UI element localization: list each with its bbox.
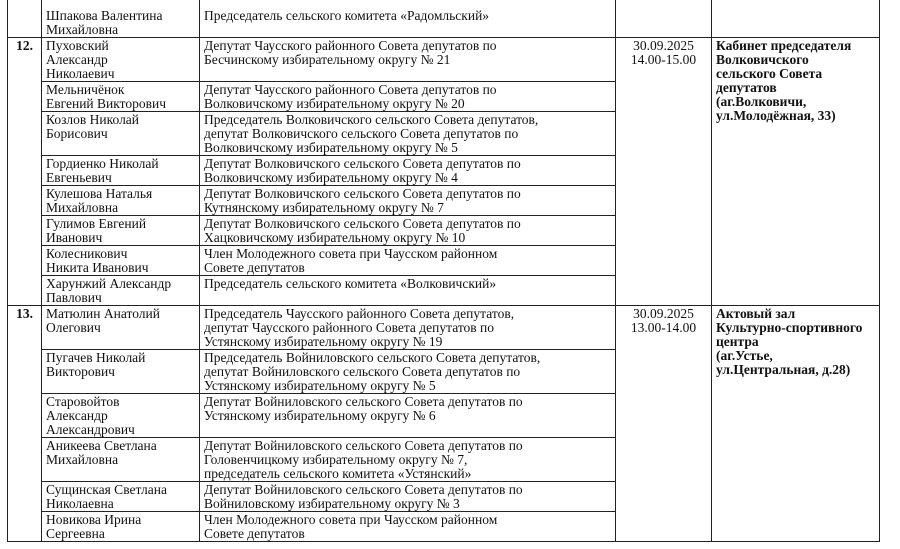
deputy-position-line: Член Молодежного совета при Чаусском районном xyxy=(204,246,498,261)
deputy-name-line: Михайловна xyxy=(46,452,119,467)
deputy-position-line: Депутат Войниловского сельского Совета депутатов по xyxy=(204,438,523,453)
deputy-name-line: Михайловна xyxy=(46,22,119,37)
deputy-position-line: Депутат Волковичского сельского Совета депутатов по xyxy=(204,186,521,201)
deputy-name-line: Сущинская Светлана xyxy=(46,482,167,497)
deputy-position xyxy=(200,350,616,394)
deputy-name-line: Николаевич xyxy=(46,66,115,81)
deputy-position xyxy=(200,246,616,276)
deputy-name xyxy=(42,38,200,82)
deputy-position-line: Председатель сельского комитета «Радомльский» xyxy=(204,8,490,23)
reception-place-line: Культурно-спортивного xyxy=(716,320,863,335)
reception-place xyxy=(712,0,880,38)
deputy-position-line: Депутат Войниловского сельского Совета депутатов по xyxy=(204,394,523,409)
deputy-position-line: Хацковичскому избирательному округу № 10 xyxy=(204,230,466,245)
deputy-name-line: Гордиенко Николай xyxy=(46,156,159,171)
deputy-name-line: Олегович xyxy=(46,320,101,335)
deputy-position xyxy=(200,306,616,350)
deputy-position-line: депутат Волковичского сельского Совета депутатов по xyxy=(204,126,519,141)
deputy-position xyxy=(200,38,616,82)
reception-date: 30.09.2025 xyxy=(633,306,694,321)
deputy-position-line: Депутат Волковичского сельского Совета депутатов по xyxy=(204,156,521,171)
reception-place xyxy=(712,306,880,542)
reception-place-line: депутатов xyxy=(716,80,777,95)
reception-place-line: Кабинет председателя xyxy=(716,38,852,53)
row-number: 12. xyxy=(8,38,42,306)
deputy-position-line: Член Молодежного совета при Чаусском районном xyxy=(204,512,498,527)
deputy-position xyxy=(200,82,616,112)
table-row xyxy=(8,0,880,38)
deputy-name-line: Гулимов Евгений xyxy=(46,216,147,231)
deputy-name-line: Александр xyxy=(46,52,108,67)
deputy-position-line: Войниловскому избирательному округу № 3 xyxy=(204,496,460,511)
deputy-position-line: Депутат Чаусского районного Совета депутатов по xyxy=(204,82,497,97)
reception-place-line: (аг.Волковичи, xyxy=(716,94,807,109)
deputy-name-line: Евгеньевич xyxy=(46,170,112,185)
deputy-name-line: Викторович xyxy=(46,364,115,379)
row-number xyxy=(8,0,42,38)
reception-place-line: сельского Совета xyxy=(716,66,823,81)
deputy-name-line: Аникеева Светлана xyxy=(46,438,157,453)
deputy-name xyxy=(42,0,200,38)
deputy-name xyxy=(42,216,200,246)
deputy-position-line: Бесчинскому избирательному округу № 21 xyxy=(204,52,451,67)
deputy-name-line: Шпакова Валентина xyxy=(46,8,163,23)
deputy-position-line: Совете депутатов xyxy=(204,260,305,275)
deputy-name xyxy=(42,482,200,512)
deputy-name-line: Пугачев Николай xyxy=(46,350,146,365)
deputy-name-line: Павлович xyxy=(46,290,102,305)
deputy-position xyxy=(200,112,616,156)
reception-place-line: Волковичского xyxy=(716,52,809,67)
reception-place-line: центра xyxy=(716,334,759,349)
deputy-position-line: Устянскому избирательному округу № 5 xyxy=(204,378,436,393)
reception-time: 14.00-15.00 xyxy=(630,52,697,67)
deputy-position xyxy=(200,276,616,306)
deputy-name-line: Новикова Ирина xyxy=(46,512,142,527)
deputy-position xyxy=(200,438,616,482)
deputy-position xyxy=(200,186,616,216)
deputy-name-line: Иванович xyxy=(46,230,103,245)
deputy-position xyxy=(200,0,616,38)
deputy-name xyxy=(42,246,200,276)
deputy-position-line: Совете депутатов xyxy=(204,526,305,541)
deputy-name xyxy=(42,156,200,186)
deputy-position-line: Устянскому избирательному округу № 6 xyxy=(204,408,436,423)
deputy-name xyxy=(42,350,200,394)
deputy-name-line: Харунжий Александр xyxy=(46,276,172,291)
deputy-name-line: Козлов Николай xyxy=(46,112,140,127)
reception-place-line: ул.Молодёжная, 33) xyxy=(716,108,836,123)
deputy-position-line: Председатель Чаусского районного Совета депутатов, xyxy=(204,306,515,321)
deputy-position xyxy=(200,512,616,542)
deputy-position-line: Депутат Войниловского сельского Совета депутатов по xyxy=(204,482,523,497)
deputy-name xyxy=(42,306,200,350)
reception-date-time xyxy=(616,306,712,542)
deputy-name-line: Мельничёнок xyxy=(46,82,125,97)
reception-place-line: Актовый зал xyxy=(716,306,796,321)
deputy-position-line: Кутнянскому избирательному округу № 7 xyxy=(204,200,444,215)
deputy-position-line: Депутат Волковичского сельского Совета депутатов по xyxy=(204,216,521,231)
deputy-name xyxy=(42,276,200,306)
deputy-name-line: Александр xyxy=(46,408,108,423)
deputy-name xyxy=(42,394,200,438)
deputy-position-line: Председатель Волковичского сельского Совета депутатов, xyxy=(204,112,539,127)
reception-date: 30.09.2025 xyxy=(633,38,694,53)
deputy-name-line: Колесникович xyxy=(46,246,128,261)
deputy-name-line: Пуховский xyxy=(46,38,109,53)
deputy-position-line: депутат Чаусского районного Совета депутатов по xyxy=(204,320,495,335)
deputy-position xyxy=(200,216,616,246)
table-row xyxy=(8,38,880,82)
deputy-position-line: Головенчицкому избирательному округу № 7, xyxy=(204,452,468,467)
deputy-position-line: Депутат Чаусского районного Совета депутатов по xyxy=(204,38,497,53)
deputy-name-line: Борисович xyxy=(46,126,108,141)
row-number: 13. xyxy=(8,306,42,542)
deputy-name-line: Сергеевна xyxy=(46,526,105,541)
deputy-name-line: Никита Иванович xyxy=(46,260,149,275)
reception-place xyxy=(712,38,880,306)
deputy-name-line: Матюлин Анатолий xyxy=(46,306,160,321)
deputy-position xyxy=(200,156,616,186)
deputy-position-line: Председатель Войниловского сельского Совета депутатов, xyxy=(204,350,541,365)
deputy-name xyxy=(42,512,200,542)
deputy-position-line: Председатель сельского комитета «Волковичский» xyxy=(204,276,497,291)
deputy-position xyxy=(200,482,616,512)
reception-place-line: (аг.Устье, xyxy=(716,348,773,363)
reception-place-line: ул.Центральная, д.28) xyxy=(716,362,851,377)
deputy-position xyxy=(200,394,616,438)
deputy-position-line: Устянскому избирательному округу № 19 xyxy=(204,334,443,349)
reception-date-time xyxy=(616,38,712,306)
deputy-position-line: председатель сельского комитета «Устянский» xyxy=(204,466,472,481)
deputy-name xyxy=(42,186,200,216)
deputy-name-line: Михайловна xyxy=(46,200,119,215)
deputy-name xyxy=(42,82,200,112)
deputy-position-line: депутат Войниловского сельского Совета депутатов по xyxy=(204,364,521,379)
deputy-position-line: Волковичскому избирательному округу № 5 xyxy=(204,140,458,155)
schedule-table xyxy=(7,0,880,542)
deputy-name-line: Старовойтов xyxy=(46,394,120,409)
deputy-name xyxy=(42,112,200,156)
reception-time: 13.00-14.00 xyxy=(630,320,697,335)
deputy-name-line: Александрович xyxy=(46,422,135,437)
deputy-position-line: Волковичскому избирательному округу № 4 xyxy=(204,170,458,185)
deputy-position-line: Волковичскому избирательному округу № 20 xyxy=(204,96,465,111)
deputy-name xyxy=(42,438,200,482)
deputy-name-line: Николаевна xyxy=(46,496,114,511)
reception-date-time xyxy=(616,0,712,38)
deputy-name-line: Евгений Викторович xyxy=(46,96,166,111)
deputy-name-line: Кулешова Наталья xyxy=(46,186,153,201)
table-row xyxy=(8,306,880,350)
schedule-body xyxy=(8,0,880,542)
